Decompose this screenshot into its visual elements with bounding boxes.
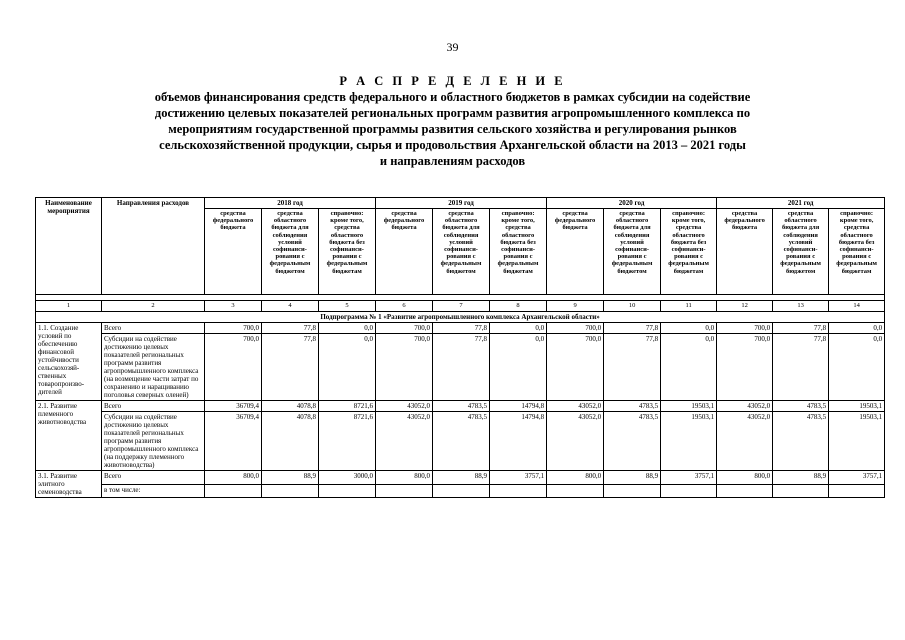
column-number: 6 (376, 301, 433, 312)
header-federal-funds: средства федерального бюджета (205, 209, 262, 295)
header-reference-extra: справочно: кроме того, средства областного бюджета без софинанси-рования с федеральным бюджетам (319, 209, 376, 295)
amount-cell: 88,9 (262, 471, 319, 485)
column-number: 13 (773, 301, 829, 312)
header-year: 2021 год (717, 198, 885, 209)
amount-cell: 77,8 (604, 334, 661, 401)
amount-cell: 43052,0 (376, 401, 433, 412)
document-title: Р А С П Р Е Д Е Л Е Н И Е (339, 74, 566, 88)
amount-cell (490, 484, 547, 498)
table-row (36, 484, 885, 498)
subprogram-title: Подпрограмма № 1 «Развитие агропромышленного комплекса Архангельской области» (36, 312, 885, 323)
expense-direction-cell: Всего (102, 471, 205, 485)
header-regional-cofinancing: средства областного бюджета для соблюдения условий софинанси-рования с федеральным бюджетом (604, 209, 661, 295)
amount-cell: 4783,5 (773, 401, 829, 412)
amount-cell: 77,8 (433, 334, 490, 401)
page-number: 39 (446, 40, 459, 54)
amount-cell: 4078,8 (262, 401, 319, 412)
header-federal-funds: средства федерального бюджета (376, 209, 433, 295)
expense-direction-cell: Субсидии на содействие достижению целевых показателей региональных программ развития агропромышленного комплекса (на поддержку племенного животноводства) (102, 412, 205, 471)
amount-cell (604, 484, 661, 498)
column-number: 1 (36, 301, 102, 312)
amount-cell: 77,8 (604, 323, 661, 334)
column-number: 2 (102, 301, 205, 312)
header-regional-cofinancing: средства областного бюджета для соблюдения условий софинанси-рования с федеральным бюджетом (773, 209, 829, 295)
subtitle-line: достижению целевых показателей региональных программ развития агропромышленного комплекса по (154, 106, 751, 120)
table-row (36, 334, 885, 401)
amount-cell: 43052,0 (376, 412, 433, 471)
amount-cell: 700,0 (376, 334, 433, 401)
amount-cell (661, 484, 717, 498)
amount-cell: 700,0 (547, 334, 604, 401)
amount-cell: 14794,8 (490, 401, 547, 412)
event-name-cell: 1.1. Создание условий по обеспечению финансовой устойчивости сельскохозяй-ственных товаропроизво-дителей (36, 323, 102, 401)
amount-cell: 0,0 (490, 334, 547, 401)
table-row (36, 401, 885, 412)
amount-cell: 0,0 (490, 323, 547, 334)
amount-cell: 700,0 (717, 334, 773, 401)
header-event-name: Наименование мероприятия (36, 198, 102, 295)
amount-cell (319, 484, 376, 498)
amount-cell: 0,0 (319, 334, 376, 401)
amount-cell: 77,8 (262, 334, 319, 401)
amount-cell (205, 484, 262, 498)
amount-cell: 43052,0 (547, 412, 604, 471)
amount-cell (717, 484, 773, 498)
amount-cell: 700,0 (205, 323, 262, 334)
amount-cell: 19503,1 (661, 401, 717, 412)
amount-cell: 88,9 (433, 471, 490, 485)
column-number: 12 (717, 301, 773, 312)
column-number: 4 (262, 301, 319, 312)
amount-cell: 77,8 (433, 323, 490, 334)
header-regional-cofinancing: средства областного бюджета для соблюдения условий софинанси-рования с федеральным бюджетом (433, 209, 490, 295)
header-year: 2020 год (547, 198, 717, 209)
subtitle-line: мероприятиям государственной программы развития сельского хозяйства и регулирования рынков (168, 122, 737, 136)
amount-cell: 43052,0 (717, 401, 773, 412)
header-year: 2018 год (205, 198, 376, 209)
header-reference-extra: справочно: кроме того, средства областного бюджета без софинанси-рования с федеральным бюджетам (490, 209, 547, 295)
column-number: 9 (547, 301, 604, 312)
column-number: 5 (319, 301, 376, 312)
amount-cell: 800,0 (547, 471, 604, 485)
amount-cell: 77,8 (773, 334, 829, 401)
header-reference-extra: справочно: кроме того, средства областного бюджета без софинанси-рования с федеральным бюджетам (661, 209, 717, 295)
amount-cell: 4783,5 (773, 412, 829, 471)
amount-cell (376, 484, 433, 498)
amount-cell: 0,0 (829, 334, 885, 401)
amount-cell: 19503,1 (829, 412, 885, 471)
budget-distribution-table (35, 197, 885, 498)
header-expense-direction: Направления расходов (102, 198, 205, 295)
amount-cell: 77,8 (773, 323, 829, 334)
amount-cell: 36709,4 (205, 412, 262, 471)
amount-cell: 88,9 (604, 471, 661, 485)
amount-cell: 8721,6 (319, 412, 376, 471)
subtitle-line: объемов финансирования средств федерального и областного бюджетов в рамках субсидии на содействие (154, 90, 751, 104)
amount-cell: 3757,1 (829, 471, 885, 485)
amount-cell (547, 484, 604, 498)
amount-cell: 700,0 (717, 323, 773, 334)
table-row (36, 412, 885, 471)
amount-cell (262, 484, 319, 498)
amount-cell: 700,0 (376, 323, 433, 334)
amount-cell: 4783,5 (433, 412, 490, 471)
amount-cell: 0,0 (661, 323, 717, 334)
column-number: 8 (490, 301, 547, 312)
subtitle-line: сельскохозяйственной продукции, сырья и продовольствия Архангельской области на 2013 – 2021 годы (159, 138, 746, 152)
amount-cell: 77,8 (262, 323, 319, 334)
header-regional-cofinancing: средства областного бюджета для соблюдения условий софинанси-рования с федеральным бюджетом (262, 209, 319, 295)
amount-cell: 8721,6 (319, 401, 376, 412)
amount-cell: 800,0 (376, 471, 433, 485)
amount-cell: 0,0 (661, 334, 717, 401)
amount-cell: 800,0 (717, 471, 773, 485)
column-number: 10 (604, 301, 661, 312)
amount-cell: 43052,0 (717, 412, 773, 471)
column-number: 3 (205, 301, 262, 312)
amount-cell: 4783,5 (604, 412, 661, 471)
expense-direction-cell: Всего (102, 401, 205, 412)
document-subtitle (70, 89, 835, 169)
amount-cell: 3757,1 (490, 471, 547, 485)
amount-cell (433, 484, 490, 498)
amount-cell: 800,0 (205, 471, 262, 485)
amount-cell: 3757,1 (661, 471, 717, 485)
amount-cell (829, 484, 885, 498)
table-row (36, 471, 885, 485)
column-number: 7 (433, 301, 490, 312)
amount-cell: 4783,5 (604, 401, 661, 412)
amount-cell: 43052,0 (547, 401, 604, 412)
expense-direction-cell: Всего (102, 323, 205, 334)
amount-cell: 700,0 (547, 323, 604, 334)
amount-cell: 14794,8 (490, 412, 547, 471)
subtitle-line: и направлениям расходов (379, 154, 526, 168)
amount-cell: 3000,0 (319, 471, 376, 485)
header-reference-extra: справочно: кроме того, средства областного бюджета без софинанси-рования с федеральным бюджетам (829, 209, 885, 295)
expense-direction-cell: в том числе: (102, 484, 205, 498)
amount-cell: 4783,5 (433, 401, 490, 412)
amount-cell: 88,9 (773, 471, 829, 485)
amount-cell: 19503,1 (661, 412, 717, 471)
event-name-cell: 2.1. Развитие племенного животноводства (36, 401, 102, 471)
amount-cell: 19503,1 (829, 401, 885, 412)
header-federal-funds: средства федерального бюджета (547, 209, 604, 295)
amount-cell: 700,0 (205, 334, 262, 401)
amount-cell: 4078,8 (262, 412, 319, 471)
expense-direction-cell: Субсидии на содействие достижению целевых показателей региональных программ развития агропромышленного комплекса (на возмещение части затрат по сохранению и наращиванию поголовья северных оленей) (102, 334, 205, 401)
amount-cell: 36709,4 (205, 401, 262, 412)
event-name-cell: 3.1. Развитие элитного семеноводства (36, 471, 102, 498)
amount-cell: 0,0 (829, 323, 885, 334)
column-number: 11 (661, 301, 717, 312)
header-federal-funds: средства федерального бюджета (717, 209, 773, 295)
amount-cell: 0,0 (319, 323, 376, 334)
amount-cell (773, 484, 829, 498)
table-row (36, 323, 885, 334)
column-number: 14 (829, 301, 885, 312)
header-year: 2019 год (376, 198, 547, 209)
